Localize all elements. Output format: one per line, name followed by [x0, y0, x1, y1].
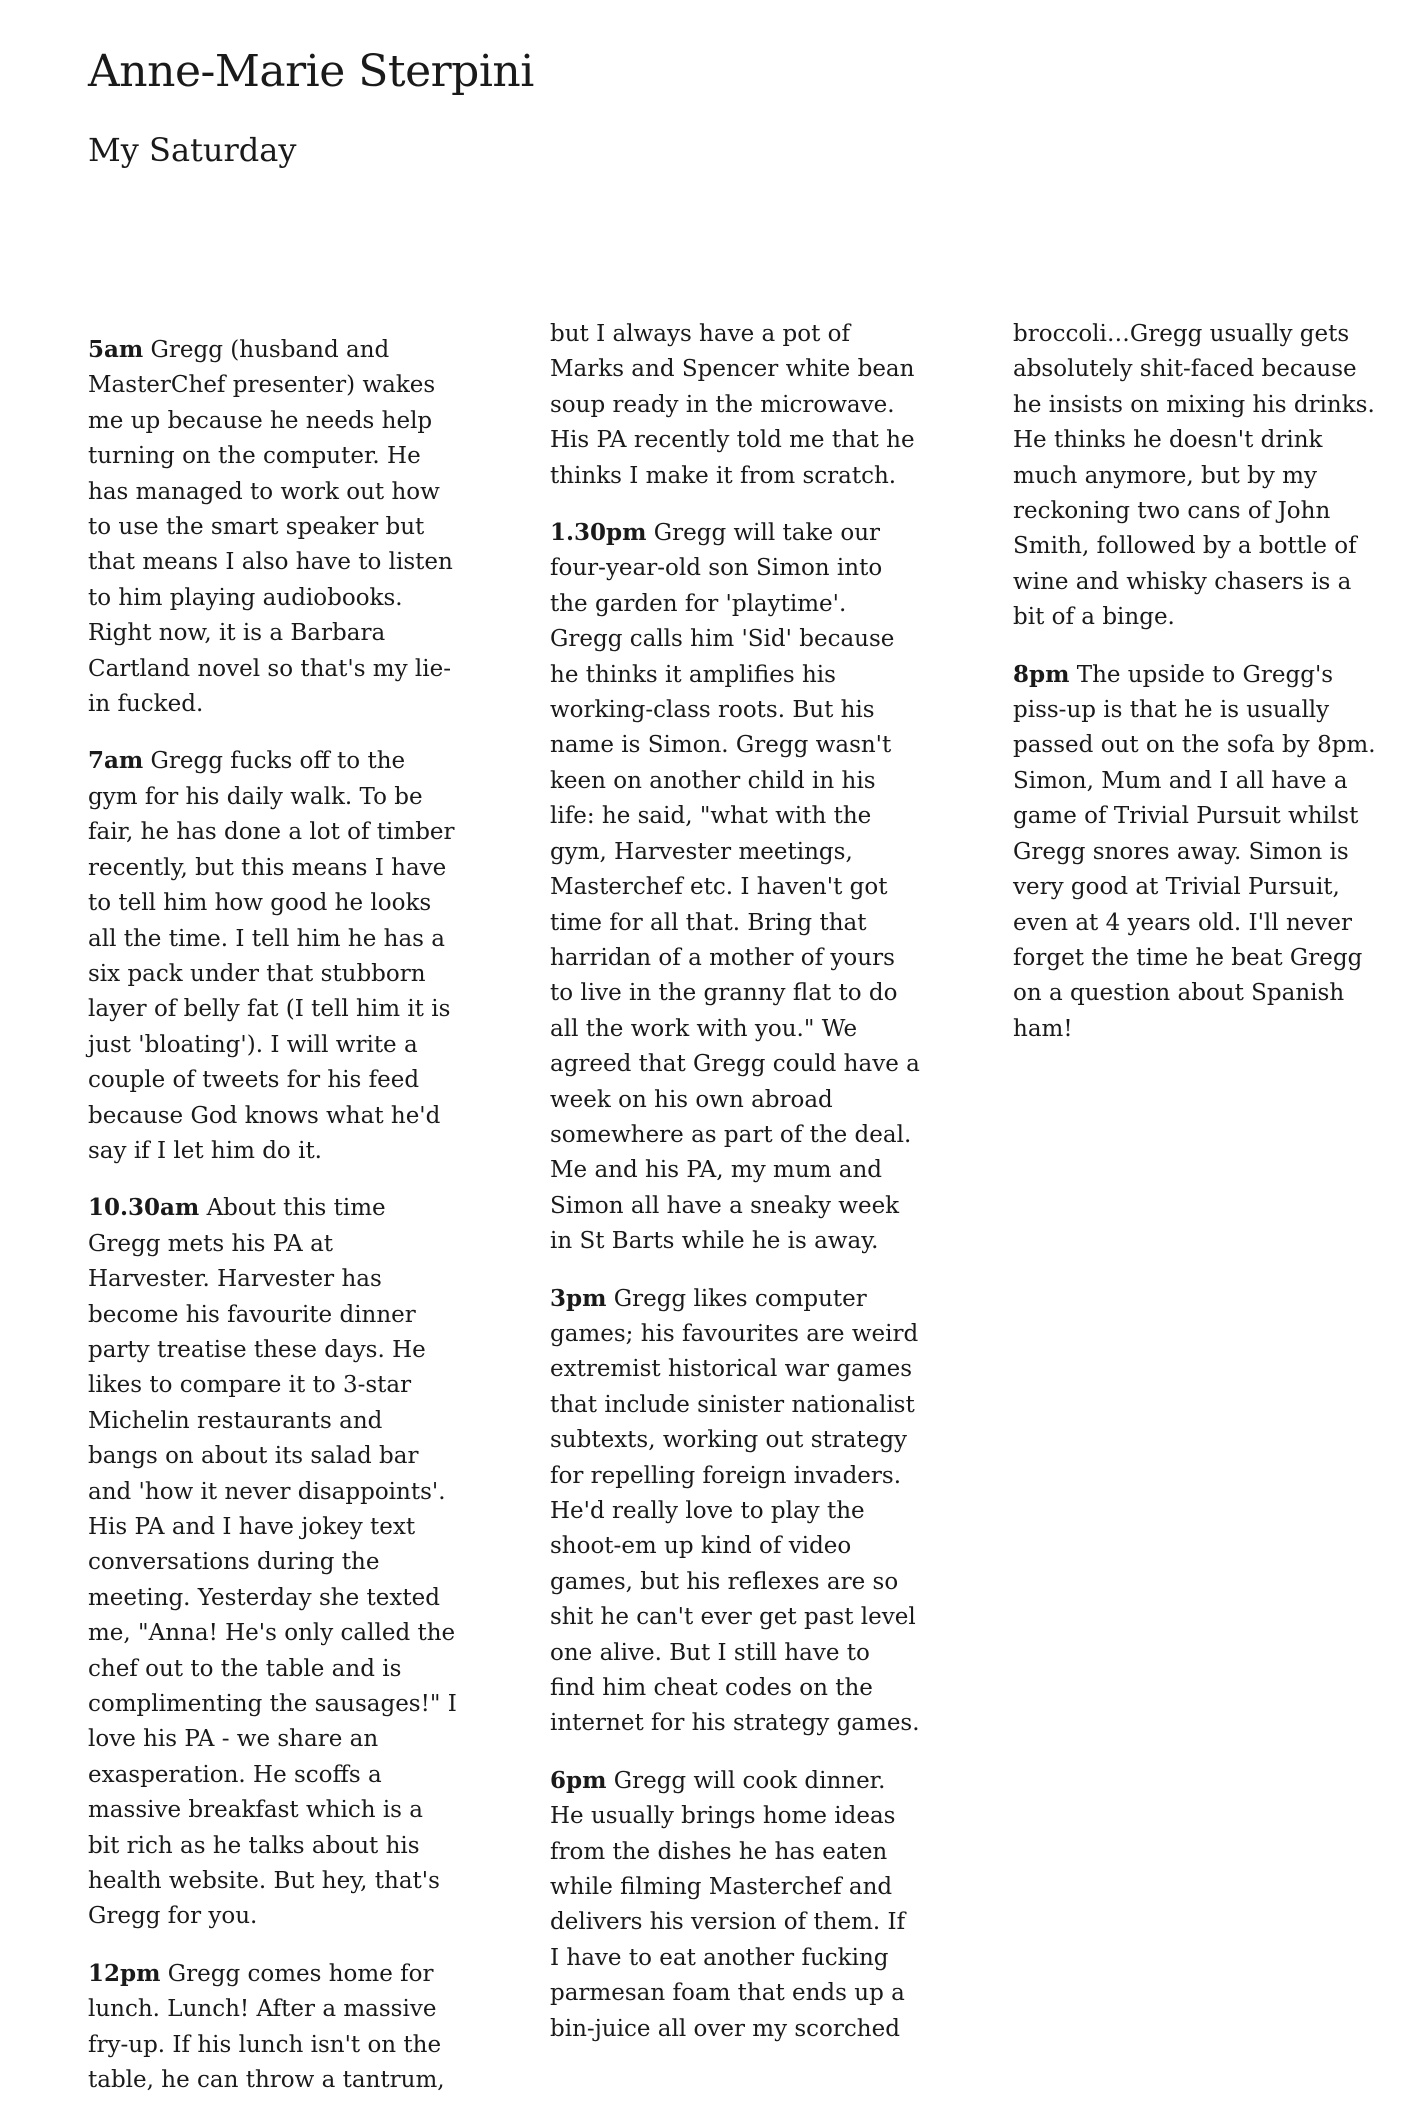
diary-entry — [1013, 657, 1383, 1047]
diary-entry — [550, 1763, 920, 2047]
entry-time: 1.30pm — [550, 519, 647, 547]
article-title: My Saturday — [88, 131, 297, 169]
text-column-1 — [88, 332, 458, 2120]
entry-text: Gregg fucks off to the gym for his daily walk. To be fair, he has done a lot of timber recently, but this means I have to tell him how good he looks all the time. I tell him he has a six pack under that stubborn layer of belly fat (I tell him it is just 'bloating'). I will write a couple of tweets for his feed because God knows what he'd say if I let him do it. — [88, 748, 455, 1164]
entry-time: 10.30am — [88, 1194, 200, 1222]
entry-text: About this time Gregg mets his PA at Harvester. Harvester has become his favourite dinner party treatise these days. He likes to compare it to 3-star Michelin restaurants and bangs on about its salad bar and 'how it never disappoints'. His PA and I have jokey text conversations during the meeting. Yesterday she texted me, "Anna! He's only called the chef out to the table and is complimenting the sausages!" I love his PA - we share an exasperation. He scoffs a massive breakfast which is a bit rich as he talks about his health website. But hey, that's Gregg for you. — [88, 1195, 457, 1930]
diary-entry — [88, 743, 458, 1169]
entry-text: The upside to Gregg's piss-up is that he is usually passed out on the sofa by 8pm. Simon, Mum and I all have a game of Trivial Pursuit whilst Gregg snores away. Simon is very good at Trivial Pursuit, even at 4 years old. I'll never forget the time he beat Gregg on a question about Spanish ham! — [1013, 661, 1376, 1042]
entry-text: broccoli…Gregg usually gets absolutely shit-faced because he insists on mixing his drinks. He thinks he doesn't drink much anymore, but by my reckoning two cans of John Smith, followed by a bottle of wine and whisky chasers is a bit of a binge. — [1013, 321, 1375, 631]
entry-text: but I always have a pot of Marks and Spencer white bean soup ready in the microwave. His PA recently told me that he thinks I make it from scratch. — [550, 321, 915, 489]
entry-text: Gregg (husband and MasterChef presenter) wakes me up because he needs help turning on the computer. He has managed to work out how to use the smart speaker but that means I also have to listen to him playing audiobooks. Right now, it is a Barbara Cartland novel so that's my lie-in fucked. — [88, 337, 453, 718]
diary-entry — [88, 1190, 458, 1935]
author-name: Anne-Marie Sterpini — [88, 46, 534, 97]
text-column-3 — [1013, 316, 1383, 1068]
entry-time: 5am — [88, 336, 144, 363]
text-column-2 — [550, 316, 920, 2068]
entry-time: 6pm — [550, 1766, 607, 1794]
diary-entry-continued — [1013, 316, 1383, 636]
entry-time: 8pm — [1013, 660, 1070, 688]
diary-entry — [550, 1281, 920, 1742]
entry-text: Gregg will take our four-year-old son Simon into the garden for 'playtime'. Gregg calls him 'Sid' because he thinks it amplifies his working-class roots. But his name is Simon. Gregg wasn't keen on another child in his life: he said, "what with the gym, Harvester meetings, Masterchef etc. I haven't got time for all that. Bring that harridan of a mother of yours to live in the granny flat to do all the work with you." We agreed that Gregg could have a week on his own abroad somewhere as part of the deal. Me and his PA, my mum and Simon all have a sneaky week in St Barts while he is away. — [550, 520, 920, 1255]
diary-entry-continued — [550, 316, 920, 494]
entry-time: 12pm — [88, 1959, 161, 1987]
entry-time: 7am — [88, 747, 144, 775]
entry-text: Gregg likes computer games; his favourites are weird extremist historical war games that include sinister nationalist subtexts, working out strategy for repelling foreign invaders. He'd really love to play the shoot-em up kind of video games, but his reflexes are so shit he can't ever get past level one alive. But I still have to find him cheat codes on the internet for his strategy games. — [550, 1285, 920, 1737]
entry-time: 3pm — [550, 1284, 607, 1312]
diary-entry — [88, 1956, 458, 2099]
entry-text: Gregg comes home for lunch. Lunch! After a massive fry-up. If his lunch isn't on the table, he can throw a tantrum, — [88, 1960, 445, 2094]
diary-entry — [88, 332, 458, 722]
entry-text: Gregg will cook dinner. He usually brings home ideas from the dishes he has eaten while filming Masterchef and delivers his version of them. If I have to eat another fucking parmesan foam that ends up a bin-juice all over my scorched — [550, 1767, 906, 2042]
diary-entry — [550, 515, 920, 1260]
